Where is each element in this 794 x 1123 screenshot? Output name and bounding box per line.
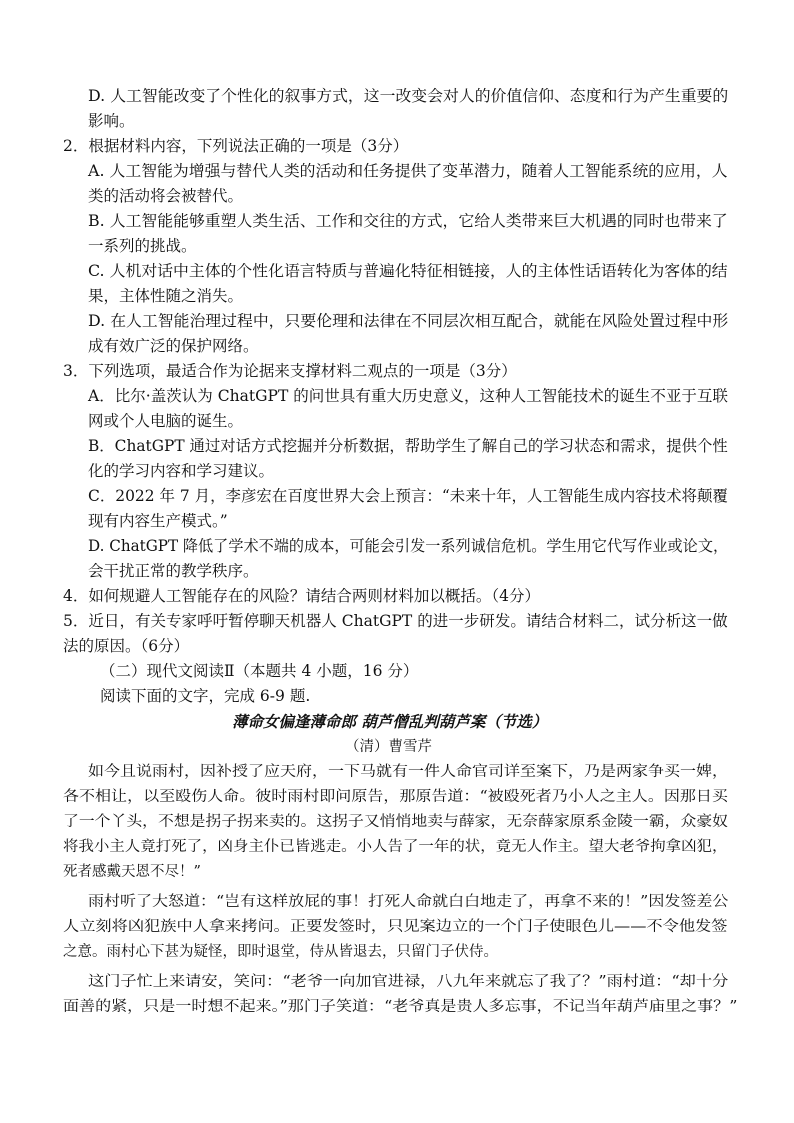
text-line: B. 人工智能能够重塑人类生活、工作和交往的方式，它给人类带来巨大机遇的同时也带来了 xyxy=(88,212,728,230)
text-line: 一系列的挑战。 xyxy=(88,237,197,255)
text-line: D. ChatGPT 降低了学术不端的成本，可能会引发一系列诚信危机。学生用它代写作业或论文， xyxy=(88,537,729,555)
text-line: 之意。雨村心下甚为疑怪，即时退堂，侍从皆退去，只留门子伏侍。 xyxy=(63,944,498,960)
text-line: 这门子忙上来请安，笑问：“老爷一向加官进禄，八九年来就忘了我了？”雨村道：“却十分 xyxy=(88,974,729,990)
text-line: 现有内容生产模式。” xyxy=(88,512,228,530)
text-line: D. 人工智能改变了个性化的叙事方式，这一改变会对人的价值信仰、态度和行为产生重要的 xyxy=(88,87,729,105)
text-line: 了一个丫头，不想是拐子拐来卖的。这拐子又悄悄地卖与薛家，无奈薛家原系金陵一霸，众豪奴 xyxy=(63,814,728,830)
text-line: 各不相让，以至殴伤人命。彼时雨村即问原告，那原告道：“被殴死者乃小人之主人。因那日买 xyxy=(63,789,728,805)
text-line: 3．下列选项，最适合作为论据来支撑材料二观点的一项是（3分） xyxy=(63,362,517,380)
text-line: 法的原因。（6分） xyxy=(63,637,190,655)
text-line: D. 在人工智能治理过程中，只要伦理和法律在不同层次相互配合，就能在风险处置过程中形 xyxy=(88,312,729,330)
text-line: 5．近日，有关专家呼吁暂停聊天机器人 ChatGPT 的进一步研发。请结合材料二，试分析这一做 xyxy=(63,612,728,630)
text-line: 阅读下面的文字，完成 6-9 题. xyxy=(100,687,311,705)
text-line: 影响。 xyxy=(88,112,135,130)
text-line: 果，主体性随之消失。 xyxy=(88,287,244,305)
text-line: 成有效广泛的保护网络。 xyxy=(88,337,259,355)
text-line: 化的学习内容和学习建议。 xyxy=(88,462,275,480)
text-line: 如今且说雨村，因补授了应天府，一下马就有一件人命官司详至案下，乃是两家争买一婢， xyxy=(88,764,728,780)
text-line: 网或个人电脑的诞生。 xyxy=(88,412,244,430)
text-line: C. 人机对话中主体的个性化语言特质与普遍化特征相链接，人的主体性话语转化为客体的结 xyxy=(88,262,728,280)
text-line: 人立刻将凶犯族中人拿来拷问。正要发签时，只见案边立的一个门子使眼色儿——不令他发签 xyxy=(63,919,728,935)
text-line: 将我小主人竟打死了，凶身主仆已皆逃走。小人告了一年的状，竟无人作主。望大老爷拘拿凶犯， xyxy=(63,839,728,855)
text-line: 死者感戴天恩不尽！” xyxy=(63,864,201,880)
text-line: 雨村听了大怒道：“岂有这样放屁的事！打死人命就白白地走了，再拿不来的！”因发签差公 xyxy=(88,894,729,910)
text-line: （二）现代文阅读Ⅱ（本题共 4 小题，16 分） xyxy=(100,662,419,680)
passage-author: （清）曹雪芹 xyxy=(345,739,432,755)
text-line: 2．根据材料内容，下列说法正确的一项是（3分） xyxy=(63,137,409,155)
text-line: A. 人工智能为增强与替代人类的活动和任务提供了变革潜力，随着人工智能系统的应用，人 xyxy=(88,162,728,180)
text-line: B．ChatGPT 通过对话方式挖掘并分析数据，帮助学生了解自己的学习状态和需求，提供个性 xyxy=(88,437,728,455)
text-line: 会干扰正常的教学秩序。 xyxy=(88,562,259,580)
text-line: A．比尔·盖茨认为 ChatGPT 的问世具有重大历史意义，这种人工智能技术的诞生不亚于互联 xyxy=(88,387,728,405)
text-line: 4．如何规避人工智能存在的风险？请结合两则材料加以概括。（4分） xyxy=(63,587,540,605)
text-line: 类的活动将会被替代。 xyxy=(88,187,244,205)
text-line: 面善的紧，只是一时想不起来。”那门子笑道：“老爷真是贵人多忘事，不记当年葫芦庙里之事？” xyxy=(63,999,738,1015)
passage-title: 薄命女偏逢薄命郎 葫芦僧乱判葫芦案（节选） xyxy=(232,712,548,731)
text-line: C．2022 年 7 月，李彦宏在百度世界大会上预言：“未来十年，人工智能生成内容技术将颠覆 xyxy=(88,487,728,505)
